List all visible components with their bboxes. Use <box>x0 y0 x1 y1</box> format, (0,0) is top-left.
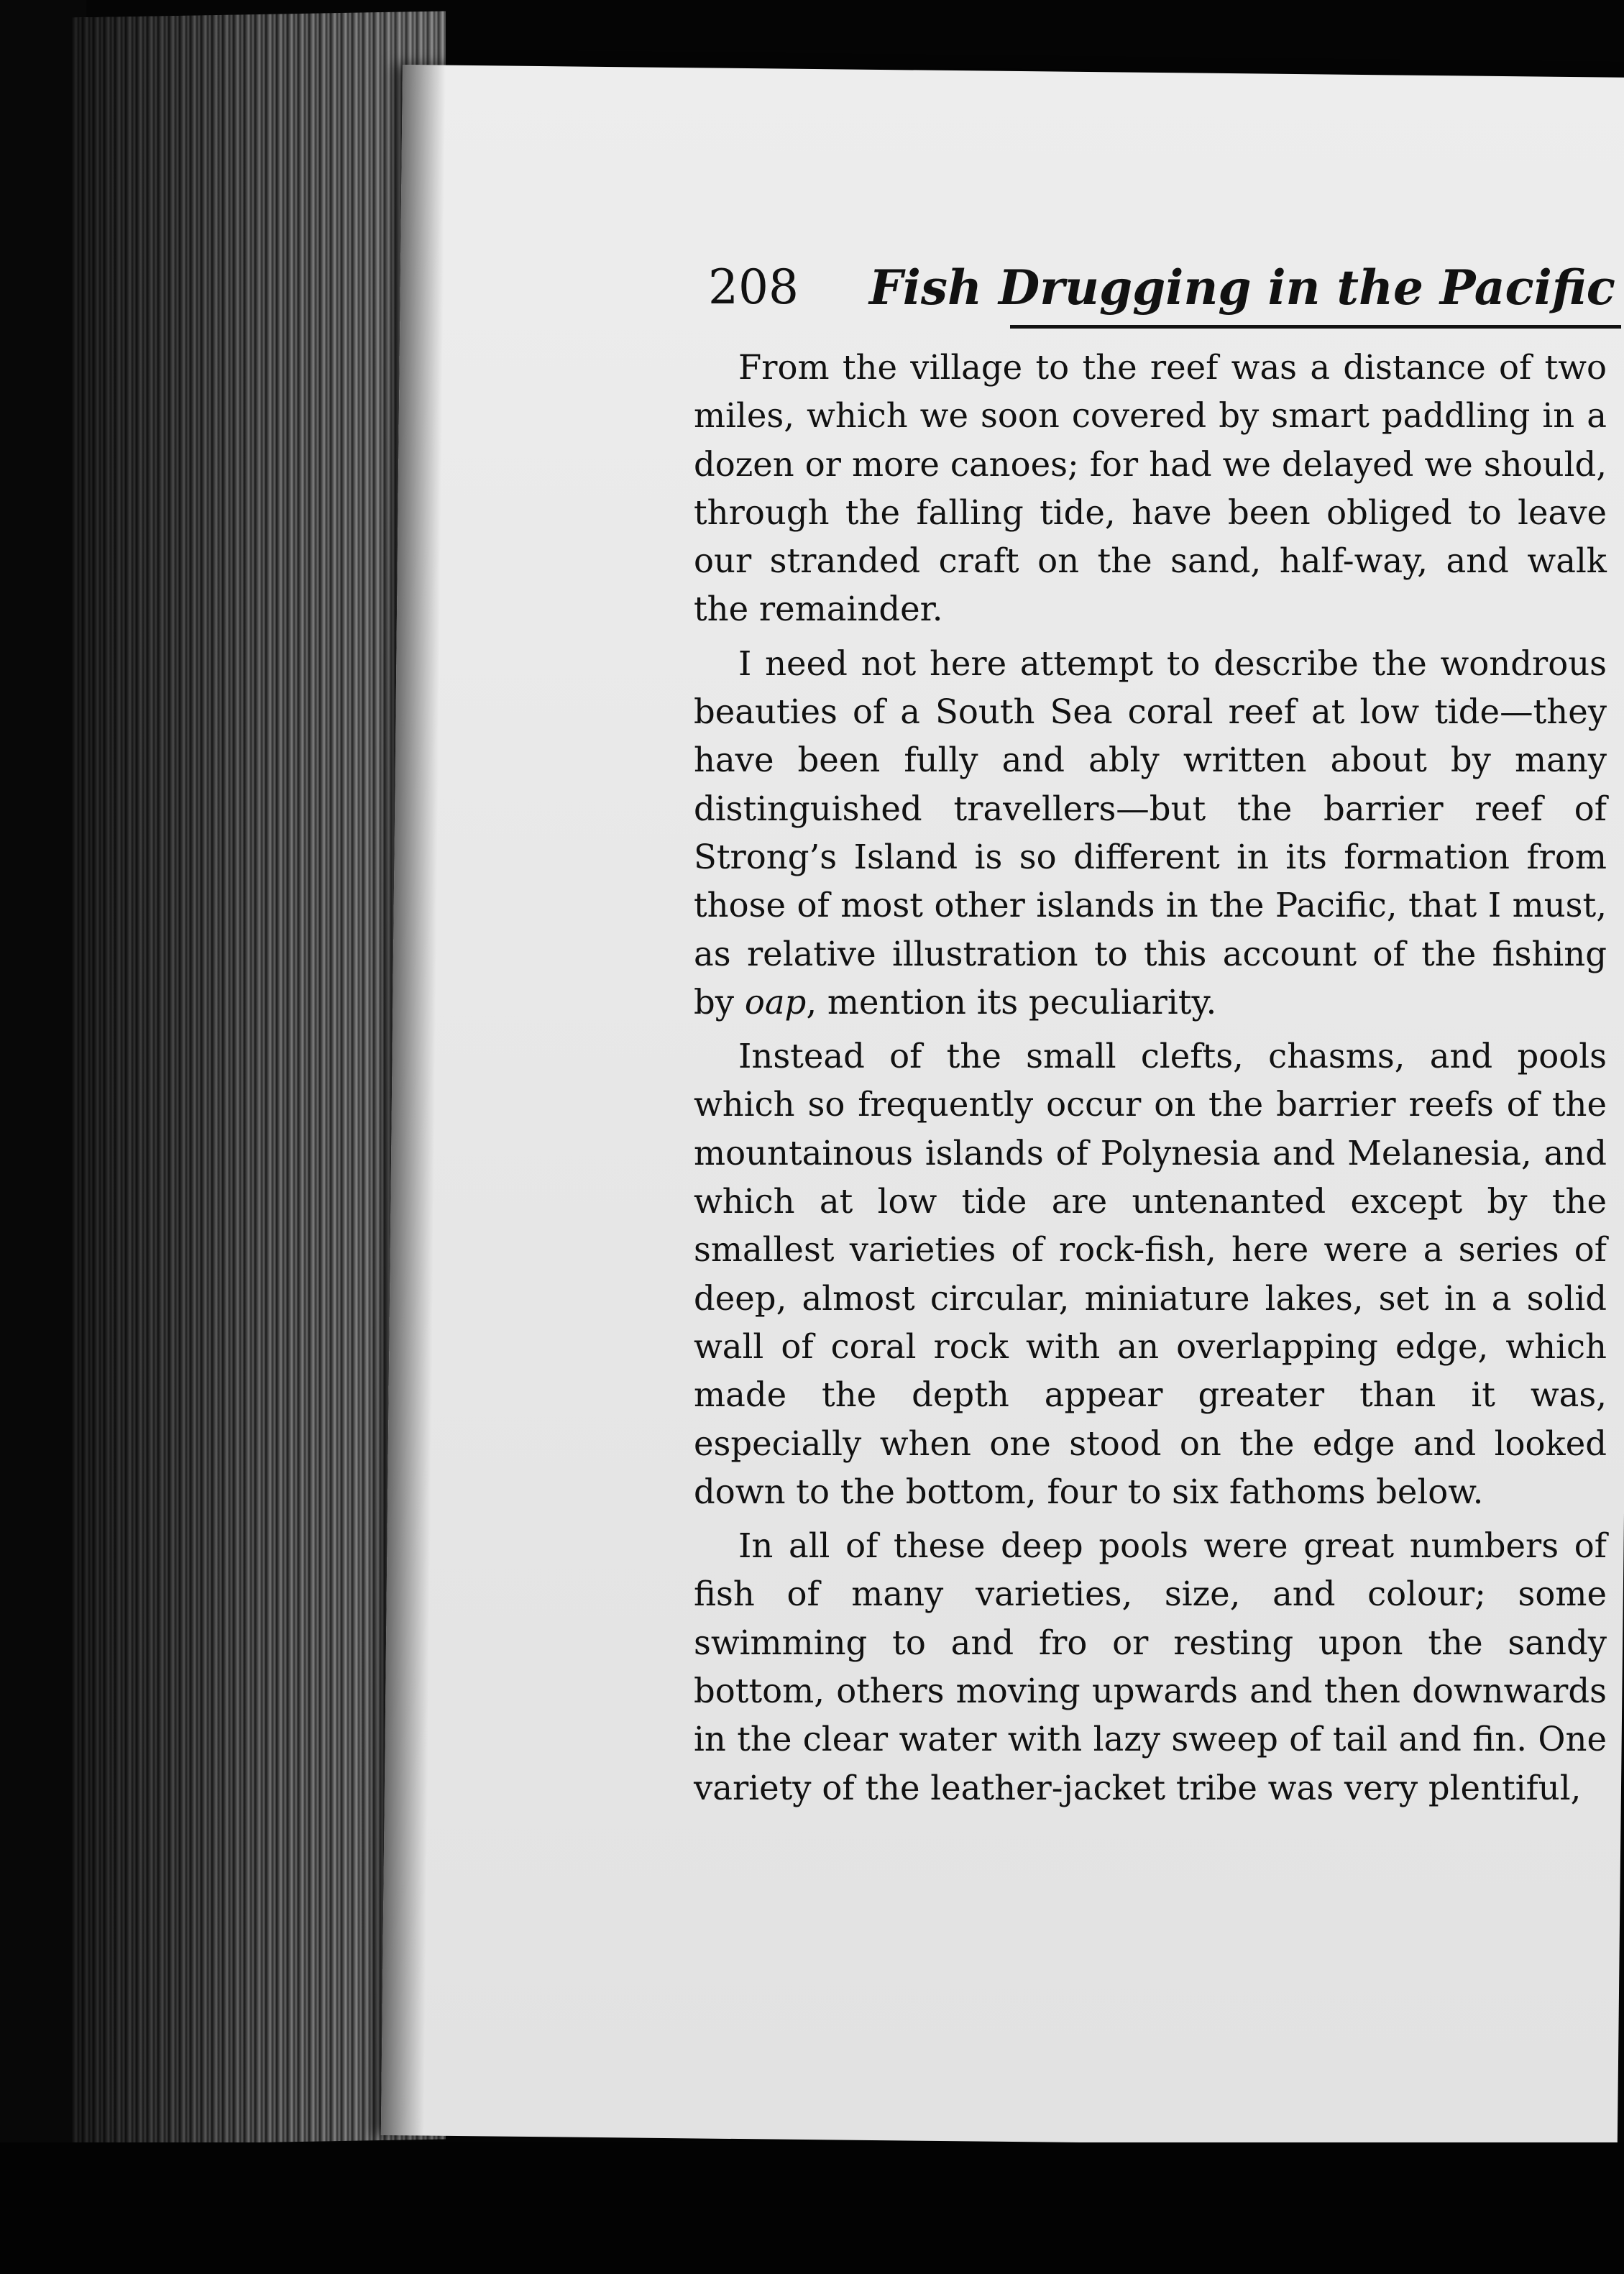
paragraph-2-text-before: I need not here attempt to describe the wondrous beauties of a South Sea coral reef at low tide—they have been fully and ably written about by many distinguished travellers—but the barrier reef of Strong’s Island is so different in its formation from those of most other islands in the Pacific, that I must, as relative illustration to this account of the fishing by <box>694 643 1607 1022</box>
paragraph-3: Instead of the small clefts, chasms, and pools which so frequently occur on the barrier reefs of the mountainous islands of Polynesia and Melanesia, and which at low tide are untenanted except by the smallest varieties of rock-fish, here were a series of deep, almost circular, miniature lakes, set in a solid wall of coral rock with an overlapping edge, which made the depth appear greater than it was, especially when one stood on the edge and looked down to the bottom, four to six fathoms below. <box>694 1037 1607 1511</box>
header-rule <box>1010 325 1621 329</box>
page-number: 208 <box>708 260 799 315</box>
body-text <box>694 344 1607 1812</box>
paragraph-1: From the village to the reef was a distance of two miles, which we soon covered by smart paddling in a dozen or more canoes; for had we delayed we should, through the falling tide, have been obliged to leave our stranded craft on the sand, half-way, and walk the remainder. <box>694 348 1607 629</box>
paragraph-4: In all of these deep pools were great numbers of fish of many varieties, size, and colour; some swimming to and fro or resting upon the sandy bottom, others moving upwards and then downwards in the clear water with lazy sweep of tail and fin. One variety of the leather-jacket tribe was very plentiful, <box>694 1526 1607 1807</box>
scan-bottom-background <box>0 2142 1624 2274</box>
running-title: Fish Drugging in the Pacific <box>868 260 1615 316</box>
paragraph-2-italic-word: oap <box>744 982 807 1022</box>
paragraph-2-text-after: , mention its peculiarity. <box>806 982 1217 1022</box>
paragraph-2 <box>694 640 1607 1027</box>
page-header <box>708 259 1624 338</box>
